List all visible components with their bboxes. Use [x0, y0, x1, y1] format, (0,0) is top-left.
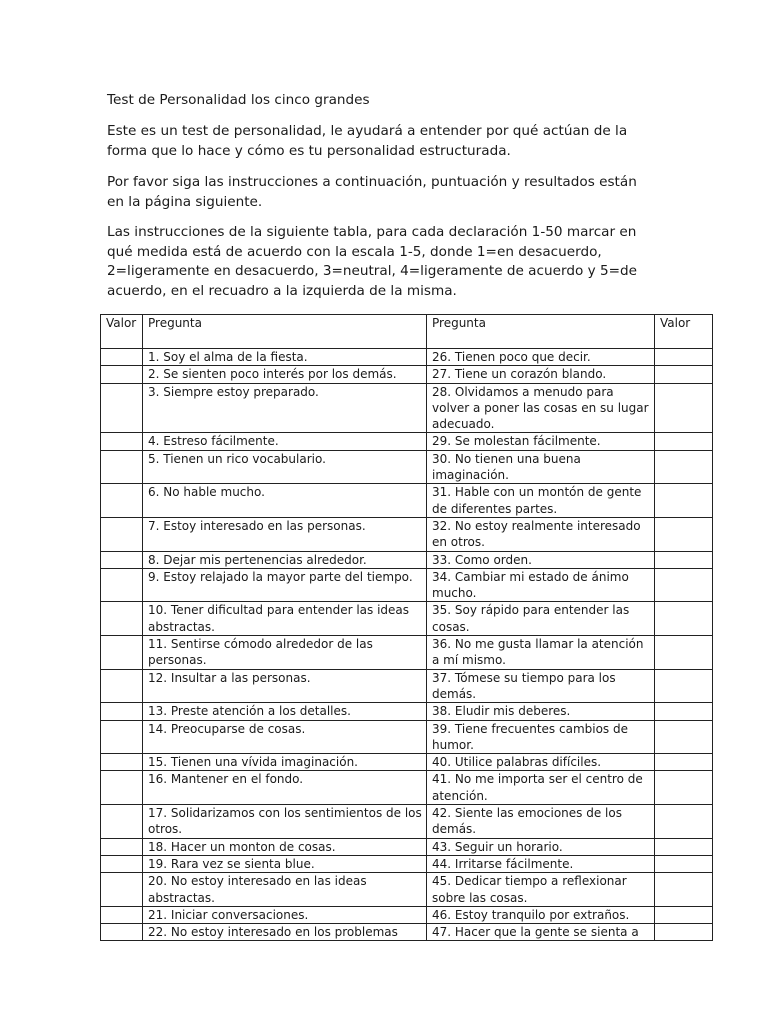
value-input-right[interactable] — [655, 433, 713, 450]
value-input-right[interactable] — [655, 568, 713, 602]
question-left: 8. Dejar mis pertenencias alrededor. — [143, 551, 427, 568]
value-input-right[interactable] — [655, 349, 713, 366]
value-input-left[interactable] — [101, 703, 143, 720]
value-input-right[interactable] — [655, 906, 713, 923]
question-right: 35. Soy rápido para entender las cosas. — [427, 602, 655, 636]
value-input-left[interactable] — [101, 754, 143, 771]
value-input-left[interactable] — [101, 720, 143, 754]
question-right: 29. Se molestan fácilmente. — [427, 433, 655, 450]
question-left: 15. Tienen una vívida imaginación. — [143, 754, 427, 771]
table-row — [101, 771, 713, 805]
value-input-left[interactable] — [101, 484, 143, 518]
question-right: 39. Tiene frecuentes cambios de humor. — [427, 720, 655, 754]
table-row — [101, 517, 713, 551]
value-input-right[interactable] — [655, 517, 713, 551]
question-right: 34. Cambiar mi estado de ánimo mucho. — [427, 568, 655, 602]
value-input-left[interactable] — [101, 568, 143, 602]
value-input-right[interactable] — [655, 366, 713, 383]
question-left: 3. Siempre estoy preparado. — [143, 383, 427, 433]
value-input-left[interactable] — [101, 771, 143, 805]
question-left: 5. Tienen un rico vocabulario. — [143, 450, 427, 484]
value-input-left[interactable] — [101, 805, 143, 839]
table-row — [101, 366, 713, 383]
table-row — [101, 906, 713, 923]
question-right: 42. Siente las emociones de los demás. — [427, 805, 655, 839]
question-right: 45. Dedicar tiempo a reflexionar sobre las cosas. — [427, 873, 655, 907]
value-input-left[interactable] — [101, 551, 143, 568]
value-input-left[interactable] — [101, 450, 143, 484]
question-right: 32. No estoy realmente interesado en otros. — [427, 517, 655, 551]
question-left: 18. Hacer un monton de cosas. — [143, 838, 427, 855]
value-input-right[interactable] — [655, 771, 713, 805]
value-input-right[interactable] — [655, 551, 713, 568]
table-row — [101, 873, 713, 907]
value-input-left[interactable] — [101, 669, 143, 703]
value-input-left[interactable] — [101, 855, 143, 872]
question-right: 41. No me importa ser el centro de atención. — [427, 771, 655, 805]
table-row — [101, 636, 713, 670]
table-row — [101, 703, 713, 720]
value-input-right[interactable] — [655, 720, 713, 754]
question-left: 16. Mantener en el fondo. — [143, 771, 427, 805]
value-input-left[interactable] — [101, 349, 143, 366]
table-row — [101, 349, 713, 366]
table-row — [101, 551, 713, 568]
instructions-paragraph: Por favor siga las instrucciones a continuación, puntuación y resultados están en la página siguiente. — [107, 174, 637, 210]
table-row — [101, 602, 713, 636]
value-input-left[interactable] — [101, 366, 143, 383]
table-row — [101, 855, 713, 872]
question-left: 2. Se sienten poco interés por los demás. — [143, 366, 427, 383]
question-left: 11. Sentirse cómodo alrededor de las personas. — [143, 636, 427, 670]
question-right: 37. Tómese su tiempo para los demás. — [427, 669, 655, 703]
question-right: 28. Olvidamos a menudo para volver a poner las cosas en su lugar adecuado. — [427, 383, 655, 433]
header-value-left: Valor — [101, 315, 143, 349]
question-right: 27. Tiene un corazón blando. — [427, 366, 655, 383]
question-right: 30. No tienen una buena imaginación. — [427, 450, 655, 484]
value-input-left[interactable] — [101, 924, 143, 941]
question-left: 21. Iniciar conversaciones. — [143, 906, 427, 923]
question-left: 12. Insultar a las personas. — [143, 669, 427, 703]
value-input-right[interactable] — [655, 703, 713, 720]
question-left: 17. Solidarizamos con los sentimientos de los otros. — [143, 805, 427, 839]
value-input-right[interactable] — [655, 838, 713, 855]
table-row — [101, 924, 713, 941]
question-left: 4. Estreso fácilmente. — [143, 433, 427, 450]
question-left: 14. Preocuparse de cosas. — [143, 720, 427, 754]
question-left: 22. No estoy interesado en los problemas — [143, 924, 427, 941]
question-right: 43. Seguir un horario. — [427, 838, 655, 855]
table-row — [101, 568, 713, 602]
header-value-right: Valor — [655, 315, 713, 349]
question-right: 26. Tienen poco que decir. — [427, 349, 655, 366]
value-input-right[interactable] — [655, 805, 713, 839]
intro-paragraph: Este es un test de personalidad, le ayudará a entender por qué actúan de la forma que lo hace y cómo es tu personalidad estructurada. — [107, 123, 628, 159]
value-input-right[interactable] — [655, 602, 713, 636]
question-left: 10. Tener dificultad para entender las ideas abstractas. — [143, 602, 427, 636]
table-header-row — [101, 315, 713, 349]
table-row — [101, 484, 713, 518]
question-right: 38. Eludir mis deberes. — [427, 703, 655, 720]
question-right: 44. Irritarse fácilmente. — [427, 855, 655, 872]
question-left: 1. Soy el alma de la fiesta. — [143, 349, 427, 366]
value-input-left[interactable] — [101, 838, 143, 855]
value-input-right[interactable] — [655, 484, 713, 518]
header-question-right: Pregunta — [427, 315, 655, 349]
value-input-left[interactable] — [101, 602, 143, 636]
value-input-left[interactable] — [101, 636, 143, 670]
table-row — [101, 805, 713, 839]
question-right: 47. Hacer que la gente se sienta a — [427, 924, 655, 941]
document-title: Test de Personalidad los cinco grandes — [107, 92, 370, 108]
question-left: 20. No estoy interesado en las ideas abstractas. — [143, 873, 427, 907]
question-left: 6. No hable mucho. — [143, 484, 427, 518]
value-input-right[interactable] — [655, 754, 713, 771]
value-input-right[interactable] — [655, 669, 713, 703]
table-row — [101, 720, 713, 754]
question-left: 19. Rara vez se sienta blue. — [143, 855, 427, 872]
question-right: 31. Hable con un montón de gente de diferentes partes. — [427, 484, 655, 518]
value-input-right[interactable] — [655, 924, 713, 941]
question-left: 7. Estoy interesado en las personas. — [143, 517, 427, 551]
value-input-right[interactable] — [655, 450, 713, 484]
questionnaire-table — [100, 314, 713, 941]
table-row — [101, 669, 713, 703]
value-input-left[interactable] — [101, 906, 143, 923]
value-input-left[interactable] — [101, 433, 143, 450]
table-row — [101, 433, 713, 450]
question-right: 40. Utilice palabras difíciles. — [427, 754, 655, 771]
table-row — [101, 383, 713, 433]
value-input-left[interactable] — [101, 873, 143, 907]
question-left: 13. Preste atención a los detalles. — [143, 703, 427, 720]
table-row — [101, 838, 713, 855]
value-input-right[interactable] — [655, 855, 713, 872]
scale-paragraph: Las instrucciones de la siguiente tabla, para cada declaración 1-50 marcar en qué medida está de acuerdo con la escala 1-5, donde 1=en desacuerdo, 2=ligeramente en desacuerdo, 3=neutral, 4=ligeramente de acuerdo y 5=de acuerdo, en el recuadro a la izquierda de la misma. — [107, 224, 637, 299]
question-right: 46. Estoy tranquilo por extraños. — [427, 906, 655, 923]
value-input-right[interactable] — [655, 383, 713, 433]
header-question-left: Pregunta — [143, 315, 427, 349]
value-input-left[interactable] — [101, 383, 143, 433]
value-input-right[interactable] — [655, 636, 713, 670]
value-input-left[interactable] — [101, 517, 143, 551]
question-right: 36. No me gusta llamar la atención a mí mismo. — [427, 636, 655, 670]
question-right: 33. Como orden. — [427, 551, 655, 568]
table-row — [101, 450, 713, 484]
value-input-right[interactable] — [655, 873, 713, 907]
question-left: 9. Estoy relajado la mayor parte del tiempo. — [143, 568, 427, 602]
table-row — [101, 754, 713, 771]
